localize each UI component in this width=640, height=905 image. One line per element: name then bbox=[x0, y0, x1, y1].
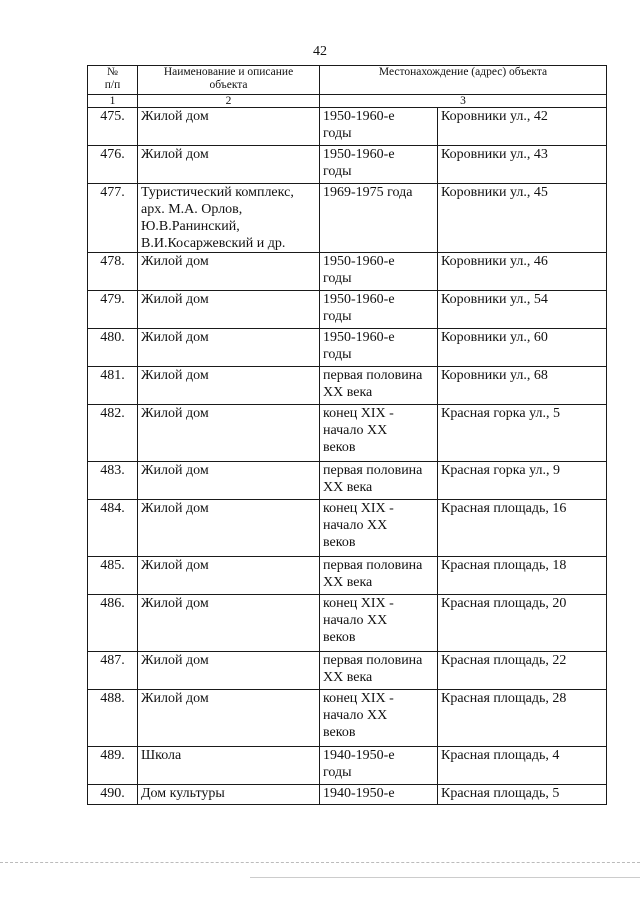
object-period-line: 1950-1960-е bbox=[323, 330, 395, 345]
row-number: 477. bbox=[88, 184, 138, 253]
object-name bbox=[138, 184, 320, 253]
object-name-line: Жилой дом bbox=[141, 330, 209, 345]
object-address: Коровники ул., 43 bbox=[438, 146, 607, 184]
row-number: 488. bbox=[88, 690, 138, 747]
table-row bbox=[88, 253, 607, 291]
table-row bbox=[88, 108, 607, 146]
row-number: 482. bbox=[88, 405, 138, 462]
object-period-line: годы bbox=[323, 347, 352, 362]
object-period-line: XX века bbox=[323, 480, 373, 495]
header-name bbox=[138, 66, 320, 95]
scan-artifact-line bbox=[250, 877, 640, 878]
object-name bbox=[138, 747, 320, 785]
object-name bbox=[138, 108, 320, 146]
object-name-line: Ю.В.Ранинский, bbox=[141, 219, 240, 234]
object-address: Красная площадь, 5 bbox=[438, 785, 607, 805]
object-period-line: первая половина bbox=[323, 368, 423, 383]
object-period-line: первая половина bbox=[323, 558, 423, 573]
object-name-line: Жилой дом bbox=[141, 596, 209, 611]
object-period-line: конец XIX - bbox=[323, 691, 394, 706]
object-name-line: Туристический комплекс, bbox=[141, 185, 294, 200]
object-name-line: В.И.Косаржевский и др. bbox=[141, 236, 286, 251]
header-name-line2: объекта bbox=[209, 79, 248, 91]
table-row bbox=[88, 785, 607, 805]
object-name bbox=[138, 690, 320, 747]
object-period-line: веков bbox=[323, 630, 356, 645]
row-number: 476. bbox=[88, 146, 138, 184]
object-period bbox=[320, 500, 438, 557]
object-name bbox=[138, 500, 320, 557]
object-period-line: 1950-1960-е bbox=[323, 254, 395, 269]
object-period-line: XX века bbox=[323, 670, 373, 685]
object-address: Коровники ул., 54 bbox=[438, 291, 607, 329]
object-name-line: Жилой дом bbox=[141, 558, 209, 573]
object-period-line: годы bbox=[323, 164, 352, 179]
object-name bbox=[138, 146, 320, 184]
table-row bbox=[88, 291, 607, 329]
object-name-line: Жилой дом bbox=[141, 368, 209, 383]
row-number: 484. bbox=[88, 500, 138, 557]
table-row bbox=[88, 462, 607, 500]
header-number bbox=[88, 66, 138, 95]
object-period bbox=[320, 690, 438, 747]
column-number-row bbox=[88, 95, 607, 108]
object-period bbox=[320, 108, 438, 146]
table-row bbox=[88, 652, 607, 690]
table-row bbox=[88, 405, 607, 462]
object-period bbox=[320, 184, 438, 253]
object-name-line: Школа bbox=[141, 748, 182, 763]
object-name bbox=[138, 462, 320, 500]
object-address: Красная площадь, 20 bbox=[438, 595, 607, 652]
object-address: Красная площадь, 22 bbox=[438, 652, 607, 690]
row-number: 475. bbox=[88, 108, 138, 146]
column-number-1: 1 bbox=[88, 95, 138, 108]
object-period-line: первая половина bbox=[323, 463, 423, 478]
object-name bbox=[138, 405, 320, 462]
table-row bbox=[88, 557, 607, 595]
object-period-line: годы bbox=[323, 765, 352, 780]
object-period-line: 1969-1975 года bbox=[323, 185, 413, 200]
object-period-line: 1940-1950-е bbox=[323, 786, 395, 801]
row-number: 483. bbox=[88, 462, 138, 500]
object-name-line: Жилой дом bbox=[141, 254, 209, 269]
column-number-3: 3 bbox=[320, 95, 607, 108]
object-period-line: годы bbox=[323, 126, 352, 141]
row-number: 485. bbox=[88, 557, 138, 595]
object-period-line: веков bbox=[323, 440, 356, 455]
object-period-line: начало XX bbox=[323, 423, 388, 438]
table-row bbox=[88, 595, 607, 652]
object-period-line: начало XX bbox=[323, 708, 388, 723]
object-name-line: Жилой дом bbox=[141, 653, 209, 668]
object-period-line: XX века bbox=[323, 385, 373, 400]
object-name-line: Жилой дом bbox=[141, 147, 209, 162]
object-period bbox=[320, 595, 438, 652]
object-address: Коровники ул., 68 bbox=[438, 367, 607, 405]
column-number-2: 2 bbox=[138, 95, 320, 108]
object-period bbox=[320, 146, 438, 184]
header-name-line1: Наименование и описание bbox=[163, 66, 294, 78]
object-address: Красная площадь, 16 bbox=[438, 500, 607, 557]
object-name-line: Дом культуры bbox=[141, 786, 225, 801]
table-row bbox=[88, 184, 607, 253]
row-number: 490. bbox=[88, 785, 138, 805]
row-number: 486. bbox=[88, 595, 138, 652]
row-number: 489. bbox=[88, 747, 138, 785]
object-period bbox=[320, 652, 438, 690]
object-address: Коровники ул., 45 bbox=[438, 184, 607, 253]
table-row bbox=[88, 367, 607, 405]
object-period bbox=[320, 557, 438, 595]
row-number: 487. bbox=[88, 652, 138, 690]
header-number-line2: п/п bbox=[104, 79, 121, 91]
row-number: 478. bbox=[88, 253, 138, 291]
object-period bbox=[320, 253, 438, 291]
header-row bbox=[88, 66, 607, 95]
heritage-objects-table bbox=[87, 65, 607, 805]
object-name bbox=[138, 291, 320, 329]
object-period bbox=[320, 367, 438, 405]
object-address: Красная площадь, 4 bbox=[438, 747, 607, 785]
object-name bbox=[138, 785, 320, 805]
table-row bbox=[88, 329, 607, 367]
object-period-line: 1950-1960-е bbox=[323, 147, 395, 162]
object-name-line: Жилой дом bbox=[141, 501, 209, 516]
header-number-line1: № bbox=[107, 66, 118, 78]
object-period bbox=[320, 462, 438, 500]
object-name bbox=[138, 595, 320, 652]
page-number: 42 bbox=[313, 44, 327, 59]
object-period bbox=[320, 329, 438, 367]
row-number: 480. bbox=[88, 329, 138, 367]
object-name-line: Жилой дом bbox=[141, 463, 209, 478]
table-header bbox=[88, 66, 607, 108]
object-name-line: арх. М.А. Орлов, bbox=[141, 202, 243, 217]
table-body bbox=[88, 108, 607, 805]
object-period-line: начало XX bbox=[323, 518, 388, 533]
object-period-line: веков bbox=[323, 535, 356, 550]
object-period-line: конец XIX - bbox=[323, 501, 394, 516]
object-address: Красная площадь, 18 bbox=[438, 557, 607, 595]
object-period-line: 1950-1960-е bbox=[323, 292, 395, 307]
object-period-line: конец XIX - bbox=[323, 596, 394, 611]
scan-artifact-line bbox=[0, 862, 640, 863]
table-row bbox=[88, 747, 607, 785]
object-address: Красная горка ул., 9 bbox=[438, 462, 607, 500]
object-period-line: годы bbox=[323, 309, 352, 324]
object-name-line: Жилой дом bbox=[141, 109, 209, 124]
object-period-line: годы bbox=[323, 271, 352, 286]
object-address: Коровники ул., 46 bbox=[438, 253, 607, 291]
object-name bbox=[138, 367, 320, 405]
object-name-line: Жилой дом bbox=[141, 292, 209, 307]
object-period-line: начало XX bbox=[323, 613, 388, 628]
table-row bbox=[88, 146, 607, 184]
object-name bbox=[138, 557, 320, 595]
row-number: 479. bbox=[88, 291, 138, 329]
object-period-line: 1940-1950-е bbox=[323, 748, 395, 763]
object-name-line: Жилой дом bbox=[141, 406, 209, 421]
object-period-line: первая половина bbox=[323, 653, 423, 668]
object-address: Коровники ул., 42 bbox=[438, 108, 607, 146]
object-period bbox=[320, 405, 438, 462]
object-period-line: конец XIX - bbox=[323, 406, 394, 421]
table-row bbox=[88, 690, 607, 747]
object-period bbox=[320, 785, 438, 805]
object-name bbox=[138, 652, 320, 690]
row-number: 481. bbox=[88, 367, 138, 405]
object-period bbox=[320, 747, 438, 785]
object-address: Красная площадь, 28 bbox=[438, 690, 607, 747]
object-address: Красная горка ул., 5 bbox=[438, 405, 607, 462]
header-location-text: Местонахождение (адрес) объекта bbox=[378, 66, 548, 78]
header-location bbox=[320, 66, 607, 95]
object-period bbox=[320, 291, 438, 329]
object-address: Коровники ул., 60 bbox=[438, 329, 607, 367]
object-period-line: веков bbox=[323, 725, 356, 740]
object-period-line: XX века bbox=[323, 575, 373, 590]
object-name-line: Жилой дом bbox=[141, 691, 209, 706]
object-period-line: 1950-1960-е bbox=[323, 109, 395, 124]
table-row bbox=[88, 500, 607, 557]
object-name bbox=[138, 329, 320, 367]
object-name bbox=[138, 253, 320, 291]
